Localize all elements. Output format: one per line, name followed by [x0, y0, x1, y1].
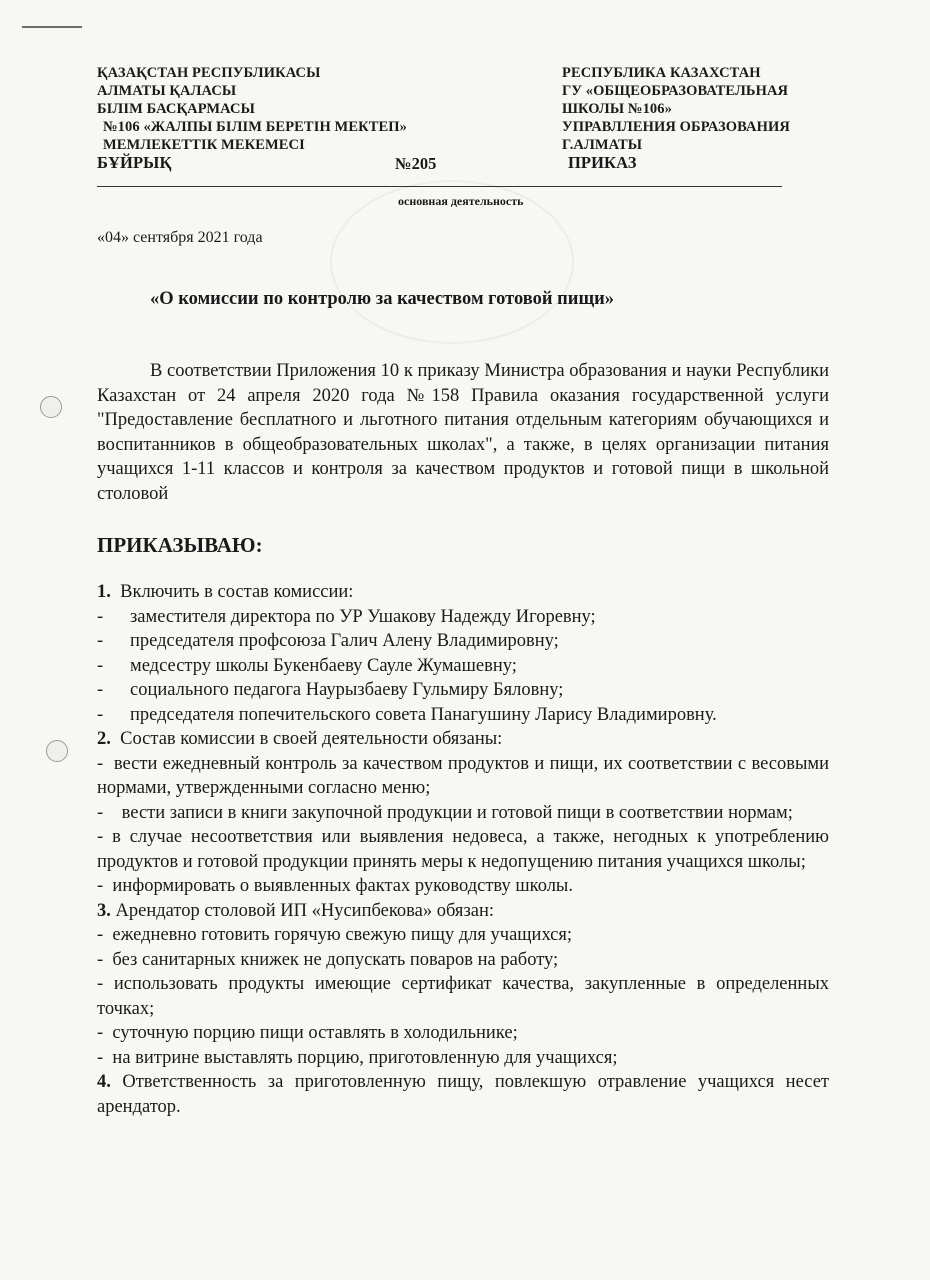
header-right-line: УПРАВЛЛЕНИЯ ОБРАЗОВАНИЯ — [562, 119, 790, 135]
list-item-text: информировать о выявленных фактах руководству школы. — [112, 876, 573, 896]
header-right-ru — [562, 64, 862, 172]
list-item — [97, 1021, 829, 1046]
header-right-line: ГУ «ОБЩЕОБРАЗОВАТЕЛЬНАЯ — [562, 83, 789, 99]
list-item — [97, 678, 829, 703]
dash-marker: - — [97, 753, 104, 774]
dash-marker: - — [97, 655, 104, 676]
dash-marker: - — [97, 680, 104, 700]
dash-marker: - — [97, 1047, 104, 1068]
header-left-line: МЕМЛЕКЕТТІК МЕКЕМЕСІ — [103, 137, 305, 153]
header-divider — [97, 186, 782, 187]
list-item — [97, 923, 829, 948]
order-items — [97, 580, 829, 1119]
list-item-text: заместителя директора по УР Ушакову Надежду Игоревну; — [130, 606, 596, 627]
scan-edge-mark — [22, 26, 82, 28]
header-right-line: ШКОЛЫ №106» — [562, 101, 672, 117]
header-left-line: ҚАЗАҚСТАН РЕСПУБЛИКАСЫ — [97, 65, 321, 81]
order-title: «О комиссии по контролю за качеством готовой пищи» — [150, 289, 614, 309]
dash-marker: - — [97, 827, 104, 847]
list-item-text: суточную порцию пищи оставлять в холодильнике; — [112, 1023, 518, 1043]
list-item-text: председателя попечительского совета Панагушину Ларису Владимировну. — [130, 704, 717, 725]
list-item-text: на витрине выставлять порцию, приготовленную для учащихся; — [112, 1047, 618, 1068]
list-item — [97, 801, 829, 826]
section-2-heading — [97, 727, 829, 752]
header-right-line: РЕСПУБЛИКА КАЗАХСТАН — [562, 65, 761, 81]
list-item-text: медсестру школы Букенбаеву Сауле Жумашевну; — [130, 655, 517, 676]
section-3-heading — [97, 899, 829, 924]
list-item-text: ежедневно готовить горячую свежую пищу для учащихся; — [112, 925, 573, 945]
dash-marker: - — [97, 802, 104, 823]
activity-type: основная деятельность — [398, 194, 524, 208]
dash-marker: - — [97, 949, 104, 970]
section-4-text: Ответственность за приготовленную пищу, повлекшую отравление учащихся несет арендатор. — [97, 1072, 829, 1117]
list-item — [97, 972, 829, 1021]
order-word-ru: ПРИКАЗ — [568, 153, 637, 172]
list-item — [97, 629, 829, 654]
list-item — [97, 605, 829, 630]
dash-marker: - — [97, 1023, 104, 1043]
list-item-text: в случае несоответствия или выявления недовеса, а также, негодных к употреблению продуктов и готовой продукции принять меры к недопущению питания учащихся школы; — [97, 827, 829, 872]
dash-marker: - — [97, 925, 104, 945]
section-number: 3. — [97, 900, 111, 921]
section-heading-text: Арендатор столовой ИП «Нусипбекова» обязан: — [115, 900, 495, 921]
list-item — [97, 874, 829, 899]
list-item — [97, 703, 829, 728]
order-directive: ПРИКАЗЫВАЮ: — [97, 533, 263, 557]
header-right-line: Г.АЛМАТЫ — [562, 137, 643, 153]
dash-marker: - — [97, 974, 104, 994]
list-item-text: вести ежедневный контроль за качеством продуктов и пищи, их соответствии с весовыми нормами, утвержденными согласно меню; — [97, 753, 829, 798]
section-1-heading — [97, 580, 829, 605]
list-item-text: социального педагога Наурызбаеву Гульмиру Бяловну; — [130, 680, 564, 700]
list-item-text: вести записи в книги закупочной продукции и готовой пищи в соответствии нормам; — [121, 802, 793, 823]
section-heading-text: Включить в состав комиссии: — [120, 582, 354, 602]
list-item-text: председателя профсоюза Галич Алену Владимировну; — [130, 631, 559, 651]
binder-hole-bottom — [46, 740, 68, 762]
list-item — [97, 1046, 829, 1071]
dash-marker: - — [97, 631, 104, 651]
section-4 — [97, 1070, 829, 1119]
list-item — [97, 752, 829, 801]
section-number: 2. — [97, 729, 111, 749]
section-number: 4. — [97, 1072, 111, 1092]
binder-hole-top — [40, 396, 62, 418]
header-left-line: БІЛІМ БАСҚАРМАСЫ — [97, 101, 255, 117]
header-left-line: №106 «ЖАЛПЫ БІЛІМ БЕРЕТІН МЕКТЕП» — [103, 119, 407, 135]
list-item — [97, 825, 829, 874]
list-item — [97, 654, 829, 679]
order-number: №205 — [395, 154, 437, 173]
dash-marker: - — [97, 704, 104, 725]
order-word-kz: БҰЙРЫҚ — [97, 153, 172, 172]
dash-marker: - — [97, 876, 104, 896]
dash-marker: - — [97, 606, 104, 627]
order-date: «04» сентября 2021 года — [97, 229, 263, 246]
section-heading-text: Состав комиссии в своей деятельности обязаны: — [120, 729, 503, 749]
header-left-line: АЛМАТЫ ҚАЛАСЫ — [97, 83, 237, 99]
list-item-text: без санитарных книжек не допускать поваров на работу; — [112, 949, 559, 970]
list-item-text: использовать продукты имеющие сертификат качества, закупленные в определенных точках; — [97, 974, 830, 1019]
intro-paragraph: В соответствии Приложения 10 к приказу Министра образования и науки Республики Казахстан от 24 апреля 2020 года №158 Правила оказания государственной услуги "Предоставление бесплатного и льготного питания отдельным категориям обучающихся и воспитанников в общеобразовательных школах", а также, в целях организации питания учащихся 1-11 классов и контроля за качеством продуктов и готовой пищи в школьной столовой — [97, 361, 829, 504]
section-number: 1. — [97, 582, 111, 602]
list-item — [97, 948, 829, 973]
